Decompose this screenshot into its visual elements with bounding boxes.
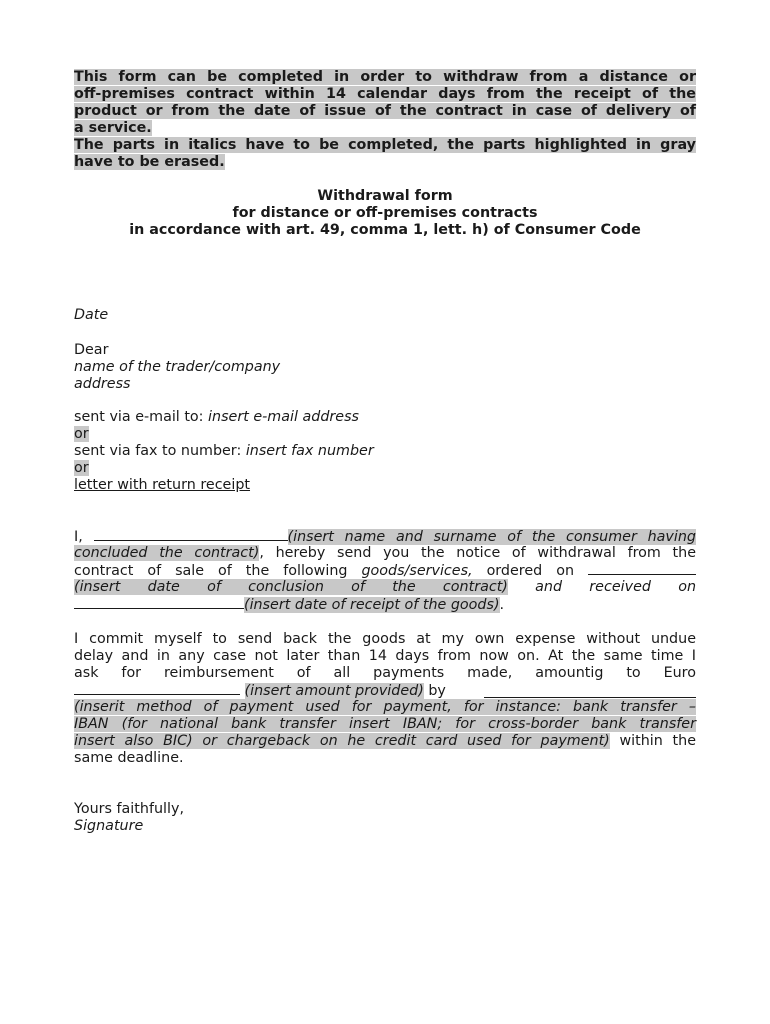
notice-line: The parts in italics have to be completed, the parts highlighted in gray <box>74 137 696 153</box>
salutation <box>74 342 696 393</box>
reimbursement-paragraph <box>74 631 696 767</box>
title-line: for distance or off-premises contracts <box>232 205 538 221</box>
notice-line: have to be erased. <box>74 154 225 170</box>
notice-line: a service. <box>74 120 152 136</box>
payment-method-hint: IBAN (for national bank transfer insert IBAN; for cross-border bank transfer <box>74 716 696 732</box>
ordered-on-text: ordered on <box>486 563 575 579</box>
consumer-name-blank[interactable] <box>94 528 288 541</box>
or-separator: or <box>74 426 89 442</box>
commit-line: ask for reimbursement of all payments made, amountig to Euro <box>74 665 696 681</box>
date-text: Date <box>74 307 109 323</box>
trader-name: name of the trader/company <box>74 359 281 375</box>
yours-faithfully: Yours faithfully, <box>74 801 184 817</box>
instructions-notice <box>74 69 696 171</box>
fax-value: insert fax number <box>245 443 374 459</box>
payment-method-hint: (inserit method of payment used for payment, for instance: bank transfer – <box>74 699 696 715</box>
hereby-text: , hereby send you the notice of withdrawal from the <box>259 545 696 561</box>
payment-method-hint: insert also BIC) or chargeback on he credit card used for payment) <box>74 733 610 749</box>
i-text: I, <box>74 529 83 545</box>
goods-services-text: goods/services, <box>361 563 473 579</box>
payment-method-blank[interactable] <box>484 685 696 698</box>
within-text: within the <box>619 733 696 749</box>
dear-text: Dear <box>74 342 109 358</box>
notice-line: off-premises contract within 14 calendar days from the receipt of the <box>74 86 696 102</box>
date-label <box>74 307 696 324</box>
signature: Signature <box>74 818 144 834</box>
commit-line: delay and in any case not later than 14 days from now on. At the same time I <box>74 648 696 664</box>
email-value: insert e-mail address <box>208 409 359 425</box>
by-text: by <box>428 683 446 699</box>
receipt-date-hint: (insert date of receipt of the goods) <box>244 597 500 613</box>
trader-address: address <box>74 376 131 392</box>
or-separator: or <box>74 460 89 476</box>
period: . <box>499 597 505 613</box>
notice-line: This form can be completed in order to withdraw from a distance or <box>74 69 696 85</box>
form-title <box>0 188 770 239</box>
contract-text: contract of sale of the following <box>74 563 348 579</box>
order-date-blank[interactable] <box>588 562 696 575</box>
received-on-text: and received on <box>535 579 697 595</box>
title-line: Withdrawal form <box>317 188 453 204</box>
email-prefix: sent via e-mail to: <box>74 409 209 425</box>
letter-option: letter with return receipt <box>74 477 251 493</box>
fax-prefix: sent via fax to number: <box>74 443 246 459</box>
delivery-methods <box>74 409 696 494</box>
withdrawal-paragraph <box>74 528 696 613</box>
deadline-text: same deadline. <box>74 750 184 766</box>
closing <box>74 801 696 835</box>
title-line: in accordance with art. 49, comma 1, lett. h) of Consumer Code <box>129 222 641 238</box>
amount-blank[interactable] <box>74 682 240 695</box>
conclusion-date-hint: (insert date of conclusion of the contract) <box>74 579 508 595</box>
consumer-name-hint-cont: concluded the contract) <box>74 545 260 561</box>
consumer-name-hint: (insert name and surname of the consumer having <box>287 529 696 545</box>
notice-line: product or from the date of issue of the contract in case of delivery of <box>74 103 696 119</box>
amount-hint: (insert amount provided) <box>244 683 424 699</box>
receipt-date-blank[interactable] <box>74 596 244 609</box>
commit-line: I commit myself to send back the goods at my own expense without undue <box>74 631 696 647</box>
